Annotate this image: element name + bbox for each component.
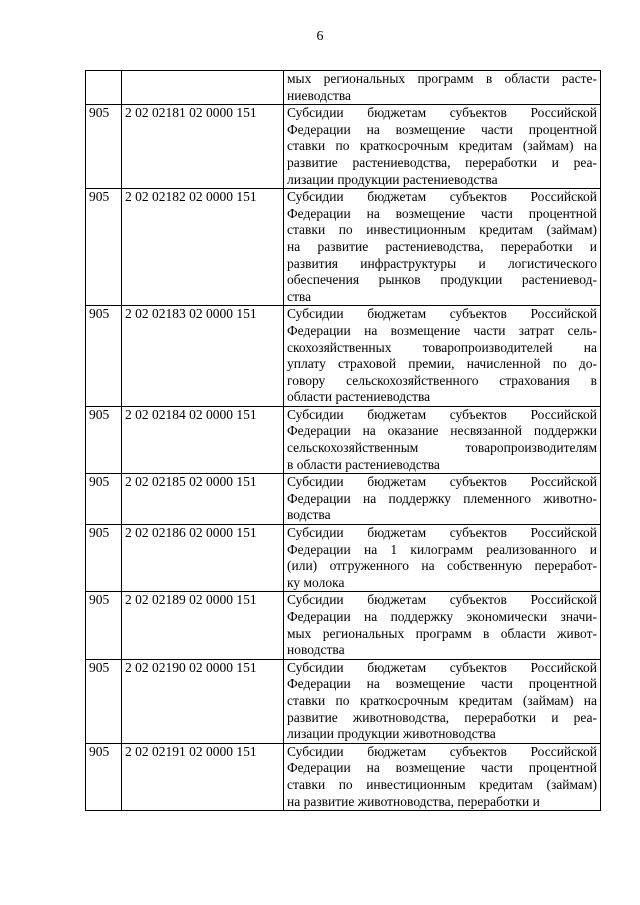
budget-code-cell: [122, 71, 284, 105]
description-line: ставки по инвестиционным кредитам (займам): [287, 222, 597, 238]
admin-code-cell: 905: [86, 525, 122, 592]
table-row: [86, 743, 601, 810]
table-row: [86, 71, 601, 105]
table-row: [86, 406, 601, 473]
description-line: Федерации на возмещение части затрат сель-: [287, 322, 597, 338]
description-line: Субсидии бюджетам субъектов Российской: [287, 474, 597, 490]
description-line: Федерации на возмещение части процентной: [287, 676, 597, 692]
table-row: [86, 189, 601, 306]
budget-code-cell: 2 02 02189 02 0000 151: [122, 592, 284, 659]
table-row: [86, 306, 601, 407]
description-line: Субсидии бюджетам субъектов Российской: [287, 743, 597, 759]
description-line: новодства: [287, 642, 345, 658]
table-row: [86, 105, 601, 189]
description-line: Федерации на возмещение части процентной: [287, 760, 597, 776]
description-line: скохозяйственных товаропроизводителей на: [287, 339, 597, 355]
table-row: [86, 474, 601, 525]
description-line: Федерации на возмещение части процентной: [287, 121, 597, 137]
budget-code-cell: 2 02 02184 02 0000 151: [122, 406, 284, 473]
description-line: ставки по краткосрочным кредитам (займам) на: [287, 138, 597, 154]
description-line: Субсидии бюджетам субъектов Российской: [287, 659, 597, 675]
description-line: обеспечения рынков продукции растениевод-: [287, 272, 597, 288]
budget-code-cell: 2 02 02183 02 0000 151: [122, 306, 284, 407]
description-cell: [284, 105, 601, 189]
admin-code-cell: 905: [86, 406, 122, 473]
budget-code-cell: 2 02 02191 02 0000 151: [122, 743, 284, 810]
description-line: на развитие животноводства, переработки и: [287, 793, 540, 809]
description-line: Федерации на 1 килограмм реализованного и: [287, 541, 597, 557]
page-number: 6: [316, 29, 324, 44]
description-cell: [284, 406, 601, 473]
description-line: водства: [287, 507, 331, 523]
description-line: Субсидии бюджетам субъектов Российской: [287, 406, 597, 422]
admin-code-cell: 905: [86, 105, 122, 189]
description-line: Субсидии бюджетам субъектов Российской: [287, 189, 597, 205]
description-line: Субсидии бюджетам субъектов Российской: [287, 306, 597, 322]
budget-codes-table: [85, 70, 601, 811]
description-line: в области растениеводства: [287, 456, 440, 472]
description-cell: [284, 474, 601, 525]
budget-code-cell: 2 02 02182 02 0000 151: [122, 189, 284, 306]
description-line: Федерации на поддержку племенного животно-: [287, 490, 597, 506]
description-line: лизации продукции растениеводства: [287, 171, 498, 187]
admin-code-cell: 905: [86, 659, 122, 743]
description-line: развитие растениеводства, переработки и реа-: [287, 154, 597, 170]
table-row: [86, 659, 601, 743]
description-cell: [284, 189, 601, 306]
description-line: уплату страховой премии, начисленной по до-: [287, 356, 597, 372]
budget-code-cell: 2 02 02181 02 0000 151: [122, 105, 284, 189]
description-line: Федерации на оказание несвязанной поддержки: [287, 423, 597, 439]
description-line: Субсидии бюджетам субъектов Российской: [287, 592, 597, 608]
description-line: ства: [287, 288, 312, 304]
description-line: Федерации на поддержку экономически значи-: [287, 609, 597, 624]
description-line: на развитие растениеводства, переработки и: [287, 238, 597, 254]
description-line: развития инфраструктуры и логистического: [287, 255, 597, 271]
budget-code-cell: 2 02 02185 02 0000 151: [122, 474, 284, 525]
description-cell: [284, 306, 601, 407]
table-row: [86, 592, 601, 659]
admin-code-cell: [86, 71, 122, 105]
table-body: [86, 71, 601, 811]
description-line: Субсидии бюджетам субъектов Российской: [287, 525, 597, 541]
admin-code-cell: 905: [86, 592, 122, 659]
description-cell: [284, 592, 601, 659]
description-line: (или) отгруженного на собственную переработ-: [287, 558, 597, 574]
description-cell: [284, 659, 601, 743]
budget-code-cell: 2 02 02186 02 0000 151: [122, 525, 284, 592]
admin-code-cell: 905: [86, 743, 122, 810]
description-line: мых региональных программ в области расте-: [287, 71, 597, 86]
description-line: Федерации на возмещение части процентной: [287, 205, 597, 221]
description-line: лизации продукции животноводства: [287, 726, 496, 742]
description-line: сельскохозяйственным товаропроизводителям: [287, 440, 597, 456]
description-line: мых региональных программ в области живот-: [287, 625, 597, 641]
budget-code-cell: 2 02 02190 02 0000 151: [122, 659, 284, 743]
admin-code-cell: 905: [86, 474, 122, 525]
admin-code-cell: 905: [86, 306, 122, 407]
description-line: ниеводства: [287, 87, 352, 103]
description-line: развитие животноводства, переработки и реа-: [287, 709, 597, 725]
description-line: говору сельскохозяйственного страхования в: [287, 372, 597, 388]
description-line: ку молока: [287, 574, 345, 590]
description-cell: [284, 525, 601, 592]
admin-code-cell: 905: [86, 189, 122, 306]
table-row: [86, 525, 601, 592]
description-line: ставки по краткосрочным кредитам (займам) на: [287, 692, 597, 708]
description-cell: [284, 743, 601, 810]
description-line: ставки по инвестиционным кредитам (займам): [287, 776, 597, 792]
description-cell: [284, 71, 601, 105]
description-line: Субсидии бюджетам субъектов Российской: [287, 105, 597, 121]
description-line: области растениеводства: [287, 389, 431, 405]
